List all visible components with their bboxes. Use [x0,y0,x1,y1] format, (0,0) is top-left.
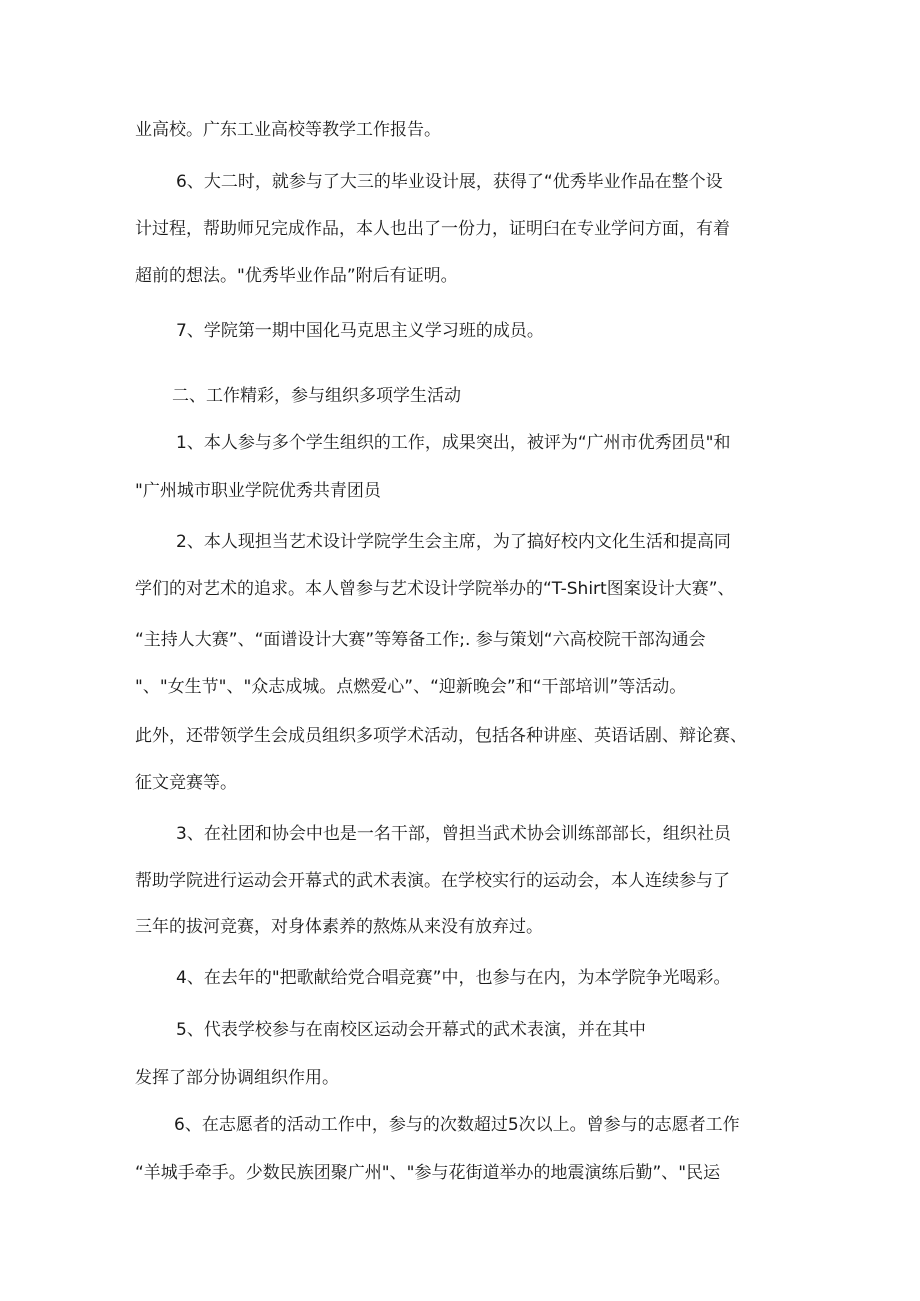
section-heading: 二、工作精彩，参与组织多项学生活动 [172,386,461,406]
text-line-1: 业高校。广东工业高校等教学工作报告。 [135,120,441,140]
text-line-10: 学们的对艺术的追求。本人曾参与艺术设计学院举办的“T-Shirt图案设计大赛”、 [135,579,735,599]
text-line-11: “主持人大赛”、“面谱设计大赛”等筹备工作;. 参与策划“六高校院干部沟通会 [135,630,706,650]
text-line-5: 7、学院第一期中国化马克思主义学习班的成员。 [176,321,544,341]
text-line-21: 6、在志愿者的活动工作中，参与的次数超过5次以上。曾参与的志愿者工作 [174,1115,740,1135]
text-line-20: 发挥了部分协调组织作用。 [135,1068,339,1088]
text-line-16: 帮助学院进行运动会开幕式的武术表演。在学校实行的运动会，本人连续参与了 [135,871,730,891]
text-line-14: 征文竞赛等。 [135,773,237,793]
text-line-12: "、"女生节"、"众志成城。点燃爱心”、“迎新晚会”和“干部培训”等活动。 [135,677,687,697]
text-line-13: 此外，还带领学生会成员组织多项学术活动，包括各种讲座、英语话剧、辩论赛、 [135,726,747,746]
text-line-9: 2、本人现担当艺术设计学院学生会主席，为了搞好校内文化生活和提高同 [176,532,731,552]
text-line-18: 4、在去年的"把歌献给党合唱竞赛”中，也参与在内，为本学院争光喝彩。 [176,968,731,988]
text-line-4: 超前的想法。"优秀毕业作品”附后有证明。 [135,266,458,286]
text-line-3: 计过程，帮助师兄完成作品，本人也出了一份力，证明臼在专业学问方面，有着 [135,219,730,239]
text-line-7: 1、本人参与多个学生组织的工作，成果突出，被评为“广州市优秀团员"和 [176,433,731,453]
text-line-17: 三年的拔河竞赛，对身体素养的熬炼从来没有放弃过。 [135,917,543,937]
text-line-22: “羊城手牵手。少数民族团聚广州"、"参与花街道举办的地震演练后勤”、"民运 [135,1163,721,1183]
text-line-19: 5、代表学校参与在南校区运动会开幕式的武术表演，并在其中 [176,1020,646,1040]
text-line-2: 6、大二时，就参与了大三的毕业设计展，获得了“优秀毕业作品在整个设 [176,172,723,192]
text-line-8: "广州城市职业学院优秀共青团员 [135,481,381,501]
text-line-15: 3、在社团和协会中也是一名干部，曾担当武术协会训练部部长，组织社员 [176,824,731,844]
